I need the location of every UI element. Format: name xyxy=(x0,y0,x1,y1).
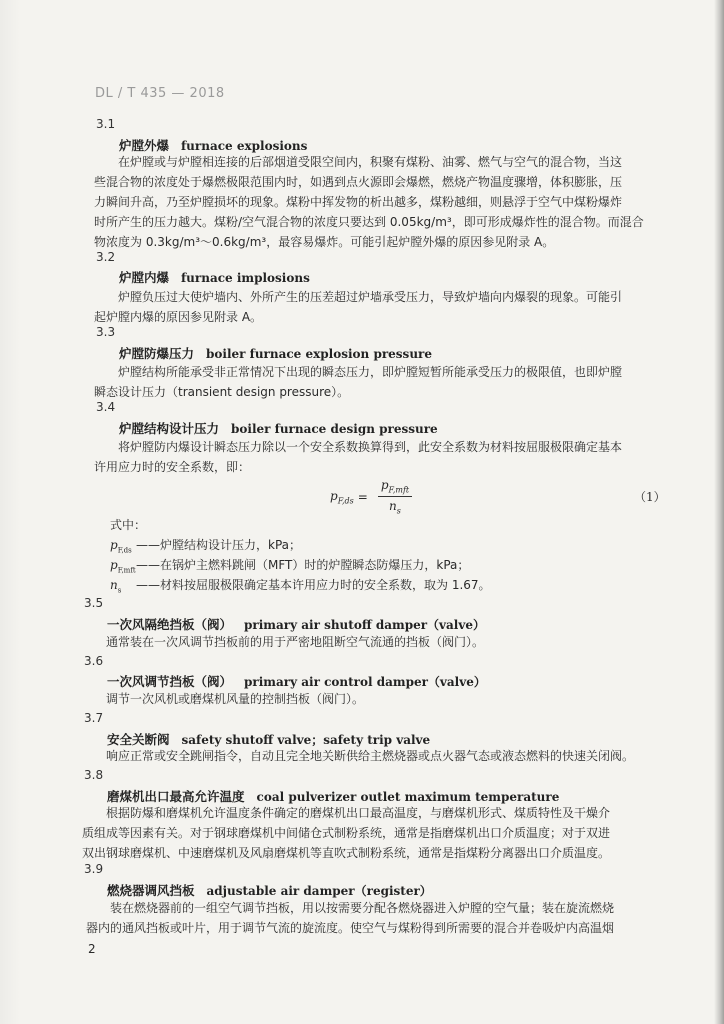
clause-number: 3.5 xyxy=(84,596,104,610)
text-line: 炉膛负压过大使炉墙内、外所产生的压差超过炉墙承受压力，导致炉墙向内爆裂的现象。可能引 xyxy=(118,290,623,304)
formula-denominator: $n_s$ xyxy=(389,499,401,516)
clause-number: 3.3 xyxy=(96,325,116,339)
symbol: $n_s$ xyxy=(110,578,122,595)
formula-lhs: $p_{F,ds}$ xyxy=(330,488,354,506)
term-heading xyxy=(119,344,432,362)
text-line: 根据防爆和磨煤机允许温度条件确定的磨煤机出口最高温度，与磨煤机形式、煤质特性及干燥介 xyxy=(106,806,611,820)
formula-fraction xyxy=(378,478,412,516)
term-cn: 燃烧器调风挡板 xyxy=(107,883,195,898)
term-heading xyxy=(119,268,310,286)
term-cn: 炉膛外爆 xyxy=(119,138,170,153)
symbol-description: ——炉膛结构设计压力，kPa； xyxy=(136,538,302,552)
symbol-description: ——材料按屈服极限确定基本许用应力时的安全系数，取为 1.67。 xyxy=(136,578,491,592)
term-cn: 炉膛防爆压力 xyxy=(119,346,195,361)
definition-paragraph xyxy=(94,437,662,477)
term-heading xyxy=(107,615,485,633)
text-line: 装在燃烧器前的一组空气调节挡板，用以按需要分配各燃烧器进入炉膛的空气量；装在旋流燃烧 xyxy=(110,901,615,915)
formula-equals: = xyxy=(357,489,368,504)
definition-paragraph xyxy=(94,362,662,402)
term-en: furnace implosions xyxy=(181,271,310,285)
page-number: 2 xyxy=(88,942,96,956)
term-heading xyxy=(119,419,438,437)
term-cn: 炉膛结构设计压力 xyxy=(119,421,220,436)
term-en: adjustable air damper（register） xyxy=(206,884,432,898)
formula-numerator: $p_{F,mft}$ xyxy=(378,478,412,497)
text-line: 瞬态设计压力（transient design pressure）。 xyxy=(94,385,350,399)
text-line: 许用应力时的安全系数，即： xyxy=(94,460,251,474)
term-cn: 一次风调节挡板（阀） xyxy=(107,674,233,689)
symbol: $p_{F,ds}$ xyxy=(110,538,132,555)
term-en: boiler furnace explosion pressure xyxy=(206,347,432,361)
definition-paragraph xyxy=(106,746,676,766)
term-en: furnace explosions xyxy=(181,139,308,153)
symbol-definition xyxy=(110,576,491,594)
text-line: 将炉膛防内爆设计瞬态压力除以一个安全系数换算得到，此安全系数为材料按屈服极限确定基本 xyxy=(118,440,623,454)
text-line: 物浓度为 0.3kg/m³～0.6kg/m³，最容易爆炸。可能引起炉膛外爆的原因参见附录 A。 xyxy=(94,235,555,249)
text-line: 质组成等因素有关。对于钢球磨煤机中间储仓式制粉系统，通常是指磨煤机出口介质温度；对于双进 xyxy=(82,826,611,840)
where-label: 式中： xyxy=(110,518,147,532)
text-line: 时所产生的压力越大。煤粉/空气混合物的浓度只要达到 0.05kg/m³，即可形成爆炸性的混合物。而混合 xyxy=(94,215,644,229)
term-heading xyxy=(107,881,432,899)
clause-number: 3.4 xyxy=(96,400,116,414)
term-heading xyxy=(107,672,486,690)
term-en: primary air shutoff damper（valve） xyxy=(244,618,485,632)
term-cn: 磨煤机出口最高允许温度 xyxy=(107,789,245,804)
text-line: 在炉膛或与炉膛相连接的后部烟道受限空间内，积聚有煤粉、油雾、燃气与空气的混合物，当这 xyxy=(118,155,623,169)
term-cn: 炉膛内爆 xyxy=(119,270,170,285)
symbol-definition xyxy=(110,556,469,574)
definition-paragraph xyxy=(106,689,674,709)
text-line: 器内的通风挡板或叶片，用于调节气流的旋流度。使空气与煤粉得到所需要的混合并卷吸炉内高温烟 xyxy=(86,921,615,935)
definition-paragraph xyxy=(94,287,662,327)
definition-paragraph xyxy=(94,152,662,252)
text-line: 通常装在一次风调节挡板前的用于严密地阻断空气流通的挡板（阀门）。 xyxy=(106,635,485,649)
clause-number: 3.8 xyxy=(84,768,104,782)
term-en: primary air control damper（valve） xyxy=(244,675,486,689)
text-line: 调节一次风机或磨煤机风量的控制挡板（阀门）。 xyxy=(106,692,365,706)
definition-paragraph xyxy=(82,803,664,863)
term-en: safety shutoff valve；safety trip valve xyxy=(181,733,431,747)
term-en: coal pulverizer outlet maximum temperature xyxy=(256,790,560,804)
equation-number: （1） xyxy=(634,490,666,504)
design-pressure-formula xyxy=(330,478,412,516)
symbol-description: ——在锅炉主燃料跳闸（MFT）时的炉膛瞬态防爆压力，kPa； xyxy=(136,558,470,572)
symbol: $p_{F,mft}$ xyxy=(110,558,136,575)
text-line: 些混合物的浓度处于爆燃极限范围内时，如遇到点火源即会爆燃，燃烧产物温度骤增，体积膨胀，压 xyxy=(94,175,623,189)
text-line: 力瞬间升高，乃至炉膛损坏的现象。煤粉中挥发物的析出越多，煤粉越细，则悬浮于空气中煤粉爆炸 xyxy=(94,195,623,209)
symbol-definition xyxy=(110,536,301,554)
definition-paragraph xyxy=(86,898,664,938)
text-line: 双出钢球磨煤机、中速磨煤机及风扇磨煤机等直吹式制粉系统，通常是指煤粉分离器出口介质温度。 xyxy=(82,846,611,860)
clause-number: 3.2 xyxy=(96,250,116,264)
clause-number: 3.9 xyxy=(84,862,104,876)
clause-number: 3.6 xyxy=(84,654,104,668)
definition-paragraph xyxy=(106,632,674,652)
text-line: 炉膛结构所能承受非正常情况下出现的瞬态压力，即炉膛短暂所能承受压力的极限值，也即炉膛 xyxy=(118,365,623,379)
clause-number: 3.1 xyxy=(96,117,116,131)
clause-number: 3.7 xyxy=(84,711,104,725)
term-cn: 安全关断阀 xyxy=(107,732,170,747)
text-line: 起炉膛内爆的原因参见附录 A。 xyxy=(94,310,263,324)
page-binding-shadow xyxy=(714,0,724,1024)
term-en: boiler furnace design pressure xyxy=(231,422,438,436)
standard-header: DL / T 435 — 2018 xyxy=(95,86,225,101)
term-cn: 一次风隔绝挡板（阀） xyxy=(107,617,233,632)
text-line: 响应正常或安全跳闸指令，自动且完全地关断供给主燃烧器或点火器气态或液态燃料的快速关闭阀。 xyxy=(106,749,635,763)
